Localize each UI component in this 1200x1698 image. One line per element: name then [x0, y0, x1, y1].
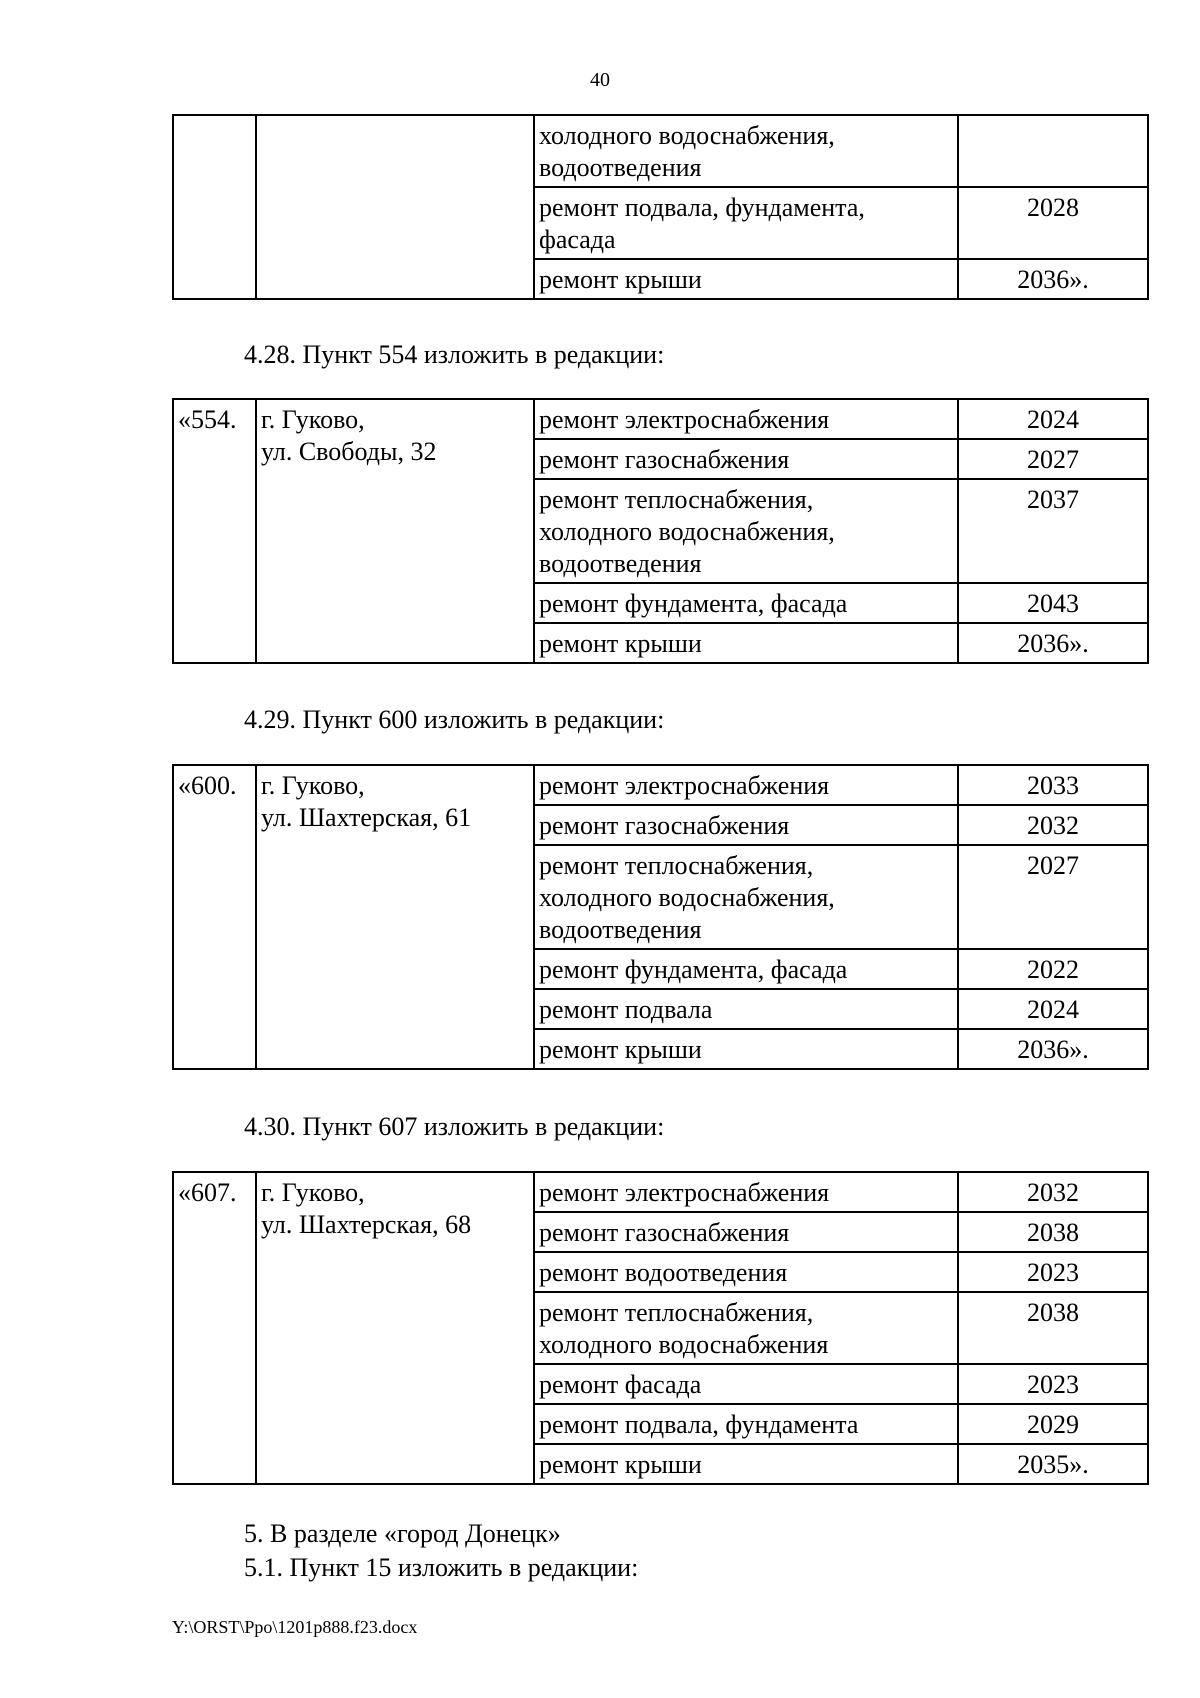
address-cell-text: г. Гуково, ул. Свободы, 32 [261, 405, 437, 466]
year-cell [958, 1212, 1148, 1252]
table-row [173, 765, 1148, 805]
work-type-cell [534, 1364, 958, 1404]
item-number-cell [173, 399, 256, 663]
year-cell-text: 2027 [1027, 445, 1079, 474]
table-row [173, 115, 1148, 187]
item-number-cell [173, 765, 256, 1069]
work-type-cell-text: ремонт газоснабжения [539, 811, 790, 840]
work-type-cell [534, 115, 958, 187]
year-cell-text: 2035». [1017, 1450, 1089, 1479]
work-type-cell [534, 187, 958, 259]
year-cell [958, 439, 1148, 479]
work-type-cell [534, 1252, 958, 1292]
year-cell-text: 2023 [1027, 1258, 1079, 1287]
section-5-heading: 5. В разделе «город Донецк» [244, 1519, 561, 1548]
year-cell [958, 1444, 1148, 1484]
work-type-cell [534, 439, 958, 479]
table-row [173, 399, 1148, 439]
table-row [173, 1172, 1148, 1212]
item-number-cell [173, 1172, 256, 1484]
table-item-607 [172, 1171, 1149, 1485]
address-cell [256, 399, 534, 663]
year-cell [958, 1292, 1148, 1364]
section-heading-4-30: 4.30. Пункт 607 изложить в редакции: [244, 1112, 665, 1141]
year-cell [958, 989, 1148, 1029]
work-type-cell-text: ремонт газоснабжения [539, 1218, 790, 1247]
address-cell [256, 765, 534, 1069]
work-type-cell [534, 1029, 958, 1069]
year-cell-text: 2024 [1027, 995, 1079, 1024]
table-item-554 [172, 398, 1149, 664]
work-type-cell-text: ремонт теплоснабжения, холодного водоснабжения [539, 1298, 829, 1359]
year-cell-text: 2028 [1027, 193, 1079, 222]
section-heading-4-29: 4.29. Пункт 600 изложить в редакции: [244, 705, 665, 734]
work-type-cell-text: ремонт фундамента, фасада [539, 955, 848, 984]
year-cell [958, 765, 1148, 805]
section-heading-4-28: 4.28. Пункт 554 изложить в редакции: [244, 340, 665, 369]
work-type-cell-text: ремонт электроснабжения [539, 771, 830, 800]
work-type-cell [534, 583, 958, 623]
item-number-cell-text: «607. [178, 1178, 237, 1207]
year-cell [958, 259, 1148, 299]
continued-table [172, 114, 1149, 300]
address-cell [256, 115, 534, 299]
address-cell-text: г. Гуково, ул. Шахтерская, 68 [261, 1178, 472, 1239]
work-type-cell [534, 399, 958, 439]
year-cell [958, 949, 1148, 989]
year-cell [958, 1172, 1148, 1212]
year-cell [958, 1364, 1148, 1404]
year-cell [958, 805, 1148, 845]
year-cell-text: 2033 [1027, 771, 1079, 800]
work-type-cell-text: ремонт крыши [539, 1450, 702, 1479]
year-cell-text: 2038 [1027, 1298, 1079, 1327]
item-number-cell-text: «554. [178, 405, 237, 434]
year-cell [958, 1252, 1148, 1292]
work-type-cell-text: ремонт газоснабжения [539, 445, 790, 474]
year-cell-text: 2032 [1027, 1178, 1079, 1207]
work-type-cell-text: ремонт теплоснабжения, холодного водоснабжения, водоотведения [539, 851, 835, 944]
year-cell-text: 2023 [1027, 1370, 1079, 1399]
year-cell-text: 2024 [1027, 405, 1079, 434]
work-type-cell [534, 1404, 958, 1444]
work-type-cell [534, 1292, 958, 1364]
continued-table-body [173, 115, 1148, 299]
work-type-cell [534, 1444, 958, 1484]
work-type-cell [534, 949, 958, 989]
year-cell [958, 115, 1148, 187]
work-type-cell [534, 479, 958, 583]
year-cell [958, 845, 1148, 949]
work-type-cell-text: ремонт крыши [539, 1035, 702, 1064]
work-type-cell [534, 845, 958, 949]
year-cell-text: 2029 [1027, 1410, 1079, 1439]
year-cell-text: 2037 [1027, 485, 1079, 514]
year-cell [958, 1029, 1148, 1069]
item-number-cell-text: «600. [178, 771, 237, 800]
table-item-600 [172, 764, 1149, 1070]
work-type-cell-text: ремонт электроснабжения [539, 1178, 830, 1207]
work-type-cell [534, 1172, 958, 1212]
year-cell [958, 583, 1148, 623]
year-cell-text: 2043 [1027, 589, 1079, 618]
work-type-cell-text: ремонт теплоснабжения, холодного водоснабжения, водоотведения [539, 485, 835, 578]
year-cell-text: 2036». [1017, 265, 1089, 294]
year-cell [958, 1404, 1148, 1444]
work-type-cell [534, 259, 958, 299]
work-type-cell-text: ремонт электроснабжения [539, 405, 830, 434]
year-cell-text: 2022 [1027, 955, 1079, 984]
work-type-cell-text: ремонт подвала, фундамента [539, 1410, 859, 1439]
work-type-cell-text: ремонт подвала [539, 995, 713, 1024]
year-cell [958, 479, 1148, 583]
work-type-cell-text: ремонт фасада [539, 1370, 702, 1399]
page-number: 40 [590, 69, 610, 91]
item-5-1-text: 5.1. Пункт 15 изложить в редакции: [244, 1553, 639, 1582]
work-type-cell-text: ремонт фундамента, фасада [539, 589, 848, 618]
address-cell-text: г. Гуково, ул. Шахтерская, 61 [261, 771, 472, 832]
file-path-footer: Y:\ORST\Ppo\1201p888.f23.docx [172, 1617, 418, 1637]
work-type-cell [534, 1212, 958, 1252]
year-cell-text: 2038 [1027, 1218, 1079, 1247]
year-cell [958, 187, 1148, 259]
year-cell-text: 2036». [1017, 1035, 1089, 1064]
year-cell [958, 623, 1148, 663]
work-type-cell-text: ремонт крыши [539, 629, 702, 658]
year-cell-text: 2032 [1027, 811, 1079, 840]
work-type-cell-text: ремонт крыши [539, 265, 702, 294]
work-type-cell-text: ремонт подвала, фундамента, фасада [539, 193, 865, 254]
item-number-cell [173, 115, 256, 299]
address-cell [256, 1172, 534, 1484]
work-type-cell [534, 805, 958, 845]
work-type-cell-text: ремонт водоотведения [539, 1258, 788, 1287]
year-cell [958, 399, 1148, 439]
work-type-cell [534, 765, 958, 805]
work-type-cell-text: холодного водоснабжения, водоотведения [539, 121, 835, 182]
work-type-cell [534, 623, 958, 663]
year-cell-text: 2027 [1027, 851, 1079, 880]
work-type-cell [534, 989, 958, 1029]
year-cell-text: 2036». [1017, 629, 1089, 658]
